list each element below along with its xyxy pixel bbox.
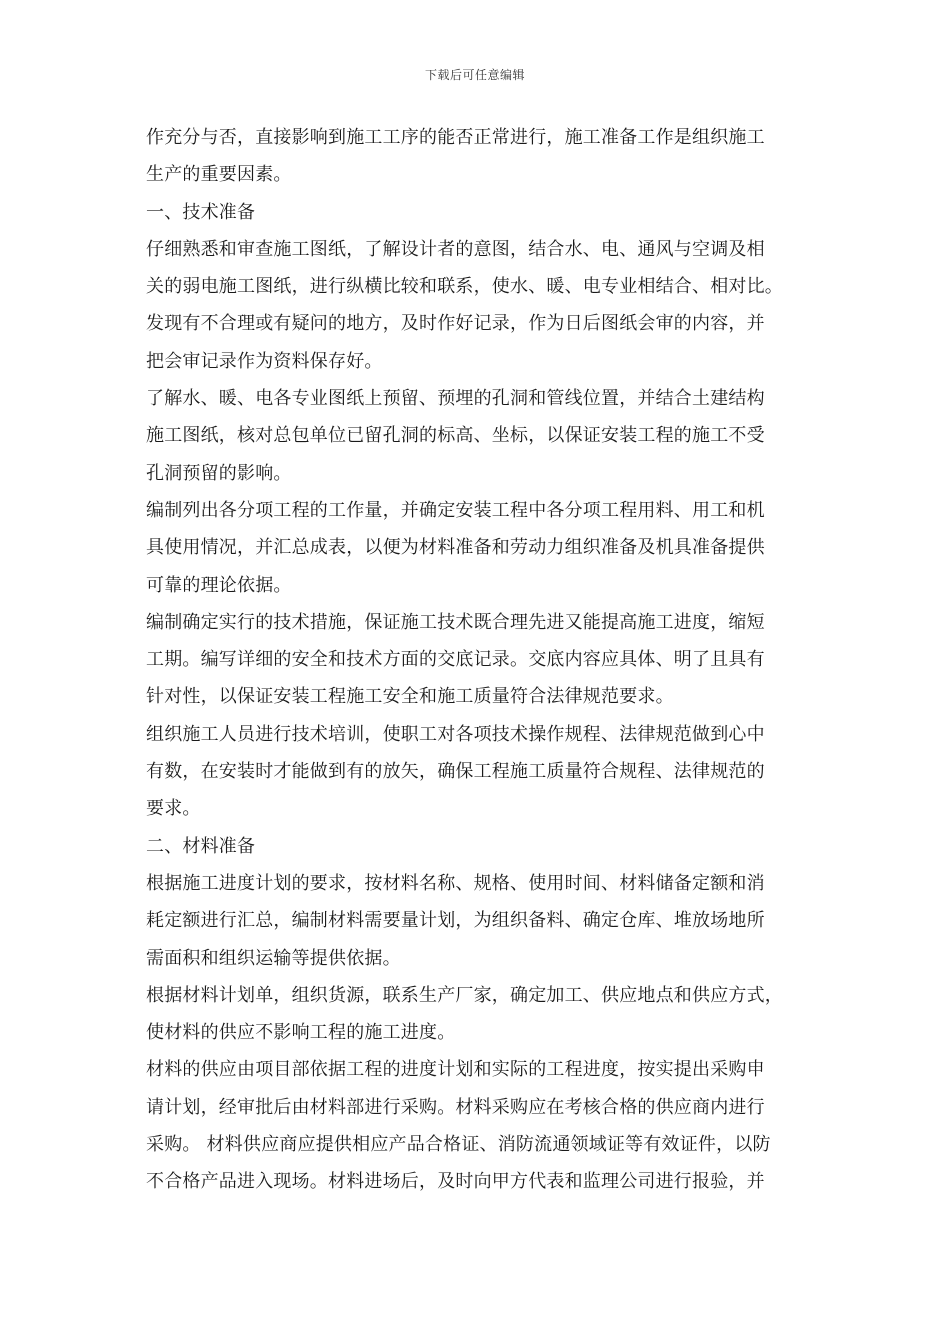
text-line: 把会审记录作为资料保存好。 <box>146 350 383 372</box>
text-line: 请计划，经审批后由材料部进行采购。材料采购应在考核合格的供应商内进行 <box>146 1096 765 1118</box>
text-line: 孔洞预留的影响。 <box>146 462 292 484</box>
text-line: 具使用情况，并汇总成表，以便为材料准备和劳动力组织准备及机具准备提供 <box>146 537 765 559</box>
section-heading: 二、材料准备 <box>146 835 256 857</box>
text-line: 关的弱电施工图纸，进行纵横比较和联系，使水、暖、电专业相结合、相对比。 <box>146 276 783 298</box>
text-line: 不合格产品进入现场。材料进场后，及时向甲方代表和监理公司进行报验，并 <box>146 1171 765 1193</box>
text-line: 编制确定实行的技术措施，保证施工技术既合理先进又能提高施工进度，缩短 <box>146 611 765 633</box>
text-line: 生产的重要因素。 <box>146 164 292 186</box>
text-line: 仔细熟悉和审查施工图纸，了解设计者的意图，结合水、电、通风与空调及相 <box>146 238 765 260</box>
text-line: 发现有不合理或有疑问的地方，及时作好记录，作为日后图纸会审的内容，并 <box>146 313 765 335</box>
text-line: 工期。编写详细的安全和技术方面的交底记录。交底内容应具体、明了且具有 <box>146 649 765 671</box>
text-line: 材料的供应由项目部依据工程的进度计划和实际的工程进度，按实提出采购申 <box>146 1059 765 1081</box>
text-line: 根据材料计划单，组织货源，联系生产厂家，确定加工、供应地点和供应方式， <box>146 984 783 1006</box>
text-line: 施工图纸，核对总包单位已留孔洞的标高、坐标，以保证安装工程的施工不受 <box>146 425 765 447</box>
text-line: 耗定额进行汇总，编制材料需要量计划，为组织备料、确定仓库、堆放场地所 <box>146 910 765 932</box>
text-line: 要求。 <box>146 798 201 820</box>
text-line: 组织施工人员进行技术培训，使职工对各项技术操作规程、法律规范做到心中 <box>146 723 765 745</box>
text-line: 编制列出各分项工程的工作量，并确定安装工程中各分项工程用料、用工和机 <box>146 499 765 521</box>
text-line: 作充分与否，直接影响到施工工序的能否正常进行，施工准备工作是组织施工 <box>146 127 765 148</box>
text-line: 使材料的供应不影响工程的施工进度。 <box>146 1022 456 1044</box>
text-line: 需面积和组织运输等提供依据。 <box>146 947 401 969</box>
text-line: 针对性，以保证安装工程施工安全和施工质量符合法律规范要求。 <box>146 686 674 708</box>
document-body <box>146 119 818 1201</box>
text-line: 了解水、暖、电各专业图纸上预留、预埋的孔洞和管线位置，并结合土建结构 <box>146 388 765 410</box>
page-header: 下载后可任意编辑 <box>424 68 525 82</box>
text-line: 有数，在安装时才能做到有的放矢，确保工程施工质量符合规程、法律规范的 <box>146 761 765 783</box>
section-heading: 一、技术准备 <box>146 201 256 223</box>
text-line: 采购。 材料供应商应提供相应产品合格证、消防流通领域证等有效证件，以防 <box>146 1134 771 1156</box>
text-line: 可靠的理论依据。 <box>146 574 292 596</box>
text-line: 根据施工进度计划的要求，按材料名称、规格、使用时间、材料储备定额和消 <box>146 872 765 894</box>
